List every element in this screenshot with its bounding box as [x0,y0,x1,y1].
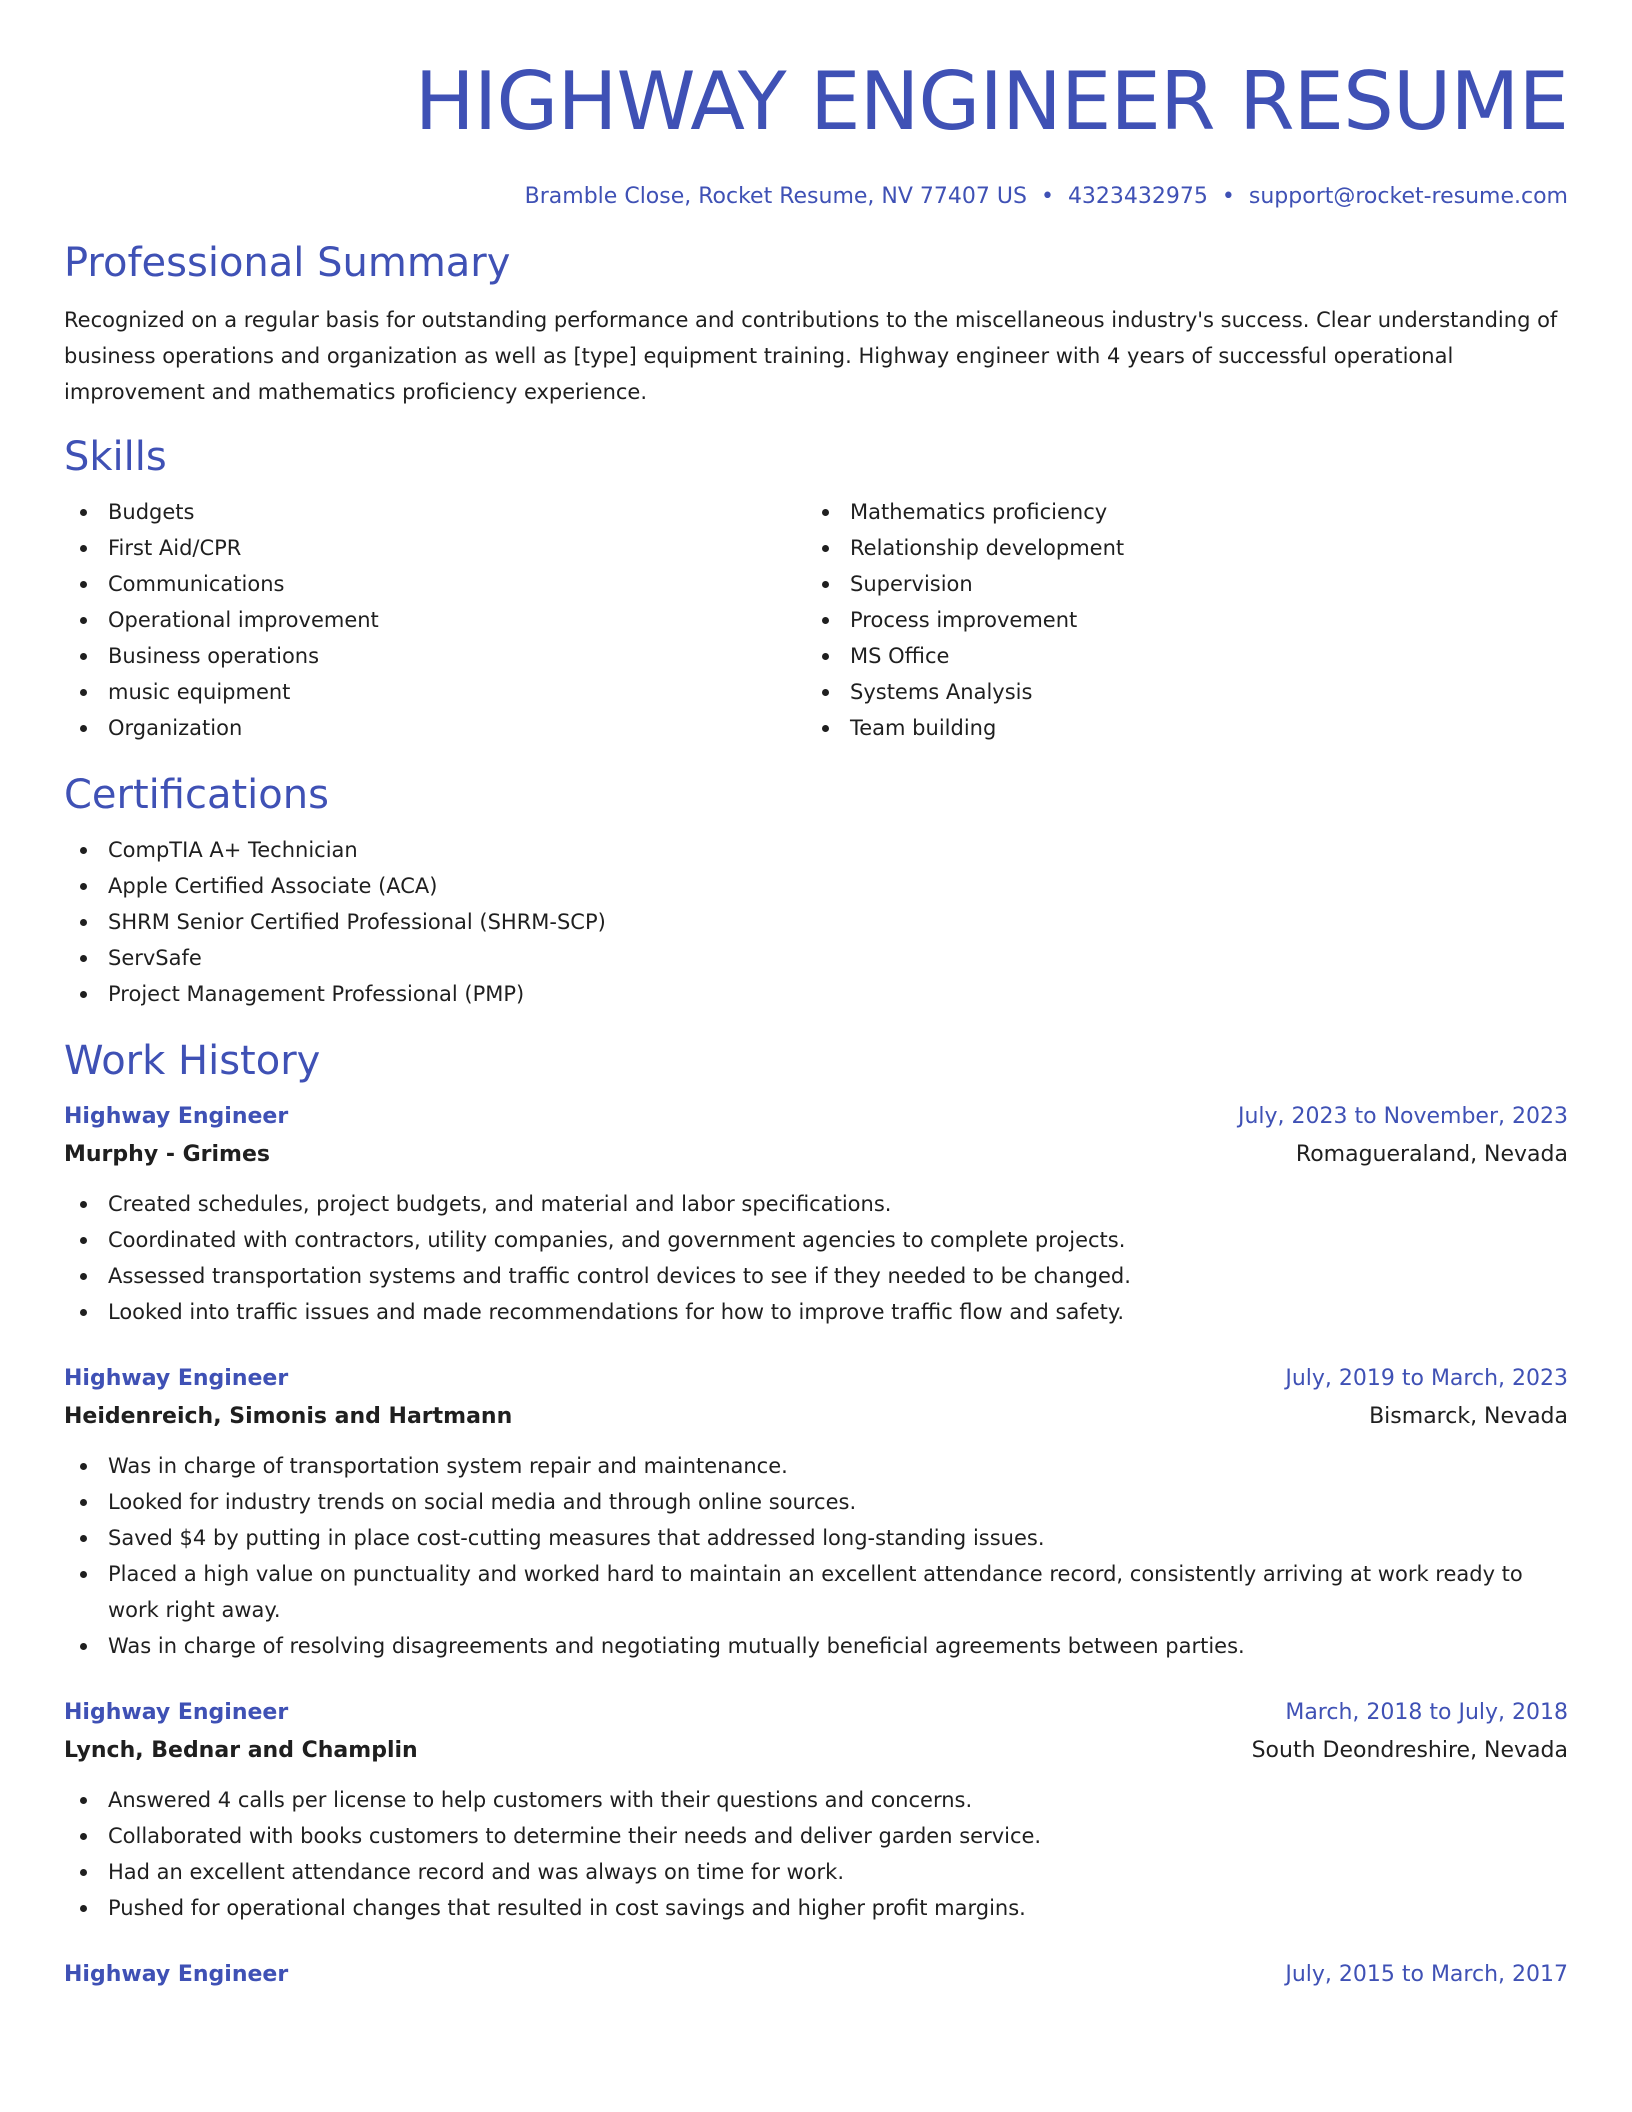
skill-item: Relationship development [806,530,1548,566]
job-bullet: Answered 4 calls per license to help customers with their questions and concerns. [64,1782,1568,1818]
contact-separator: • [1221,184,1235,209]
job-title: Highway Engineer [64,1366,289,1391]
skills-heading: Skills [64,434,167,480]
contact-address: Bramble Close, Rocket Resume, NV 77407 US [524,184,1027,209]
summary-text: Recognized on a regular basis for outstanding performance and contributions to the miscellaneous industry's success. Clear understanding of business operations and organization as well as [type] equipment training. Highway engineer with 4 years of successful operational improvement and mathematics proficiency experience. [64,308,1558,404]
skill-item: Team building [806,710,1548,746]
job-bullet: Created schedules, project budgets, and material and labor specifications. [64,1186,1568,1222]
job-dates: July, 2023 to November, 2023 [1237,1104,1568,1129]
work-history-heading: Work History [64,1038,321,1084]
certifications-heading: Certifications [64,772,329,818]
job-bullet: Saved $4 by putting in place cost-cutting measures that addressed long-standing issues. [64,1520,1568,1556]
skill-item: music equipment [64,674,806,710]
job-location: Bismarck, Nevada [1369,1404,1568,1429]
job-dates: July, 2019 to March, 2023 [1285,1366,1568,1391]
certification-item: Project Management Professional (PMP) [64,976,1568,1012]
job-entry [64,1098,1568,1330]
job-bullets [64,1448,1568,1664]
job-company: Lynch, Bednar and Champlin [64,1738,418,1763]
job-bullet: Pushed for operational changes that resulted in cost savings and higher profit margins. [64,1890,1568,1926]
skill-item: Process improvement [806,602,1548,638]
job-title: Highway Engineer [64,1962,289,1987]
contact-line [64,182,1568,212]
skill-item: Business operations [64,638,806,674]
job-location: South Deondreshire, Nevada [1251,1738,1568,1763]
job-dates: March, 2018 to July, 2018 [1285,1700,1568,1725]
certification-item: ServSafe [64,940,1568,976]
job-dates: July, 2015 to March, 2017 [1285,1962,1568,1987]
job-title: Highway Engineer [64,1104,289,1129]
job-entry [64,1956,1568,1994]
skills-column-left [64,494,806,746]
summary-heading: Professional Summary [64,240,511,286]
job-bullet: Placed a high value on punctuality and worked hard to maintain an excellent attendance record, consistently arriving at work ready to work right away. [64,1556,1568,1628]
skill-item: MS Office [806,638,1548,674]
certifications-list [64,832,1568,1012]
skill-item: First Aid/CPR [64,530,806,566]
skill-item: Mathematics proficiency [806,494,1548,530]
job-bullet: Collaborated with books customers to determine their needs and deliver garden service. [64,1818,1568,1854]
contact-phone: 4323432975 [1067,184,1208,209]
job-company: Heidenreich, Simonis and Hartmann [64,1404,513,1429]
job-bullet: Assessed transportation systems and traffic control devices to see if they needed to be changed. [64,1258,1568,1294]
contact-separator: • [1040,184,1054,209]
certification-item: CompTIA A+ Technician [64,832,1568,868]
skills-column-right [806,494,1548,746]
job-bullet: Looked for industry trends on social media and through online sources. [64,1484,1568,1520]
job-title: Highway Engineer [64,1700,289,1725]
job-bullet: Coordinated with contractors, utility companies, and government agencies to complete projects. [64,1222,1568,1258]
job-bullet: Was in charge of transportation system repair and maintenance. [64,1448,1568,1484]
job-entry [64,1694,1568,1926]
job-company: Murphy - Grimes [64,1142,270,1167]
skill-item: Operational improvement [64,602,806,638]
skills-grid [64,494,1568,746]
skill-item: Communications [64,566,806,602]
contact-email[interactable]: support@rocket-resume.com [1248,184,1568,209]
job-entry [64,1360,1568,1664]
certification-item: Apple Certified Associate (ACA) [64,868,1568,904]
skill-item: Systems Analysis [806,674,1548,710]
skill-item: Budgets [64,494,806,530]
resume-title: HIGHWAY ENGINEER RESUME [414,55,1568,148]
skill-item: Supervision [806,566,1548,602]
job-bullet: Had an excellent attendance record and was always on time for work. [64,1854,1568,1890]
job-bullet: Was in charge of resolving disagreements and negotiating mutually beneficial agreements between parties. [64,1628,1568,1664]
job-bullets [64,1782,1568,1926]
job-location: Romagueraland, Nevada [1295,1142,1568,1167]
job-bullet: Looked into traffic issues and made recommendations for how to improve traffic flow and safety. [64,1294,1568,1330]
certification-item: SHRM Senior Certified Professional (SHRM-SCP) [64,904,1568,940]
skill-item: Organization [64,710,806,746]
job-bullets [64,1186,1568,1330]
